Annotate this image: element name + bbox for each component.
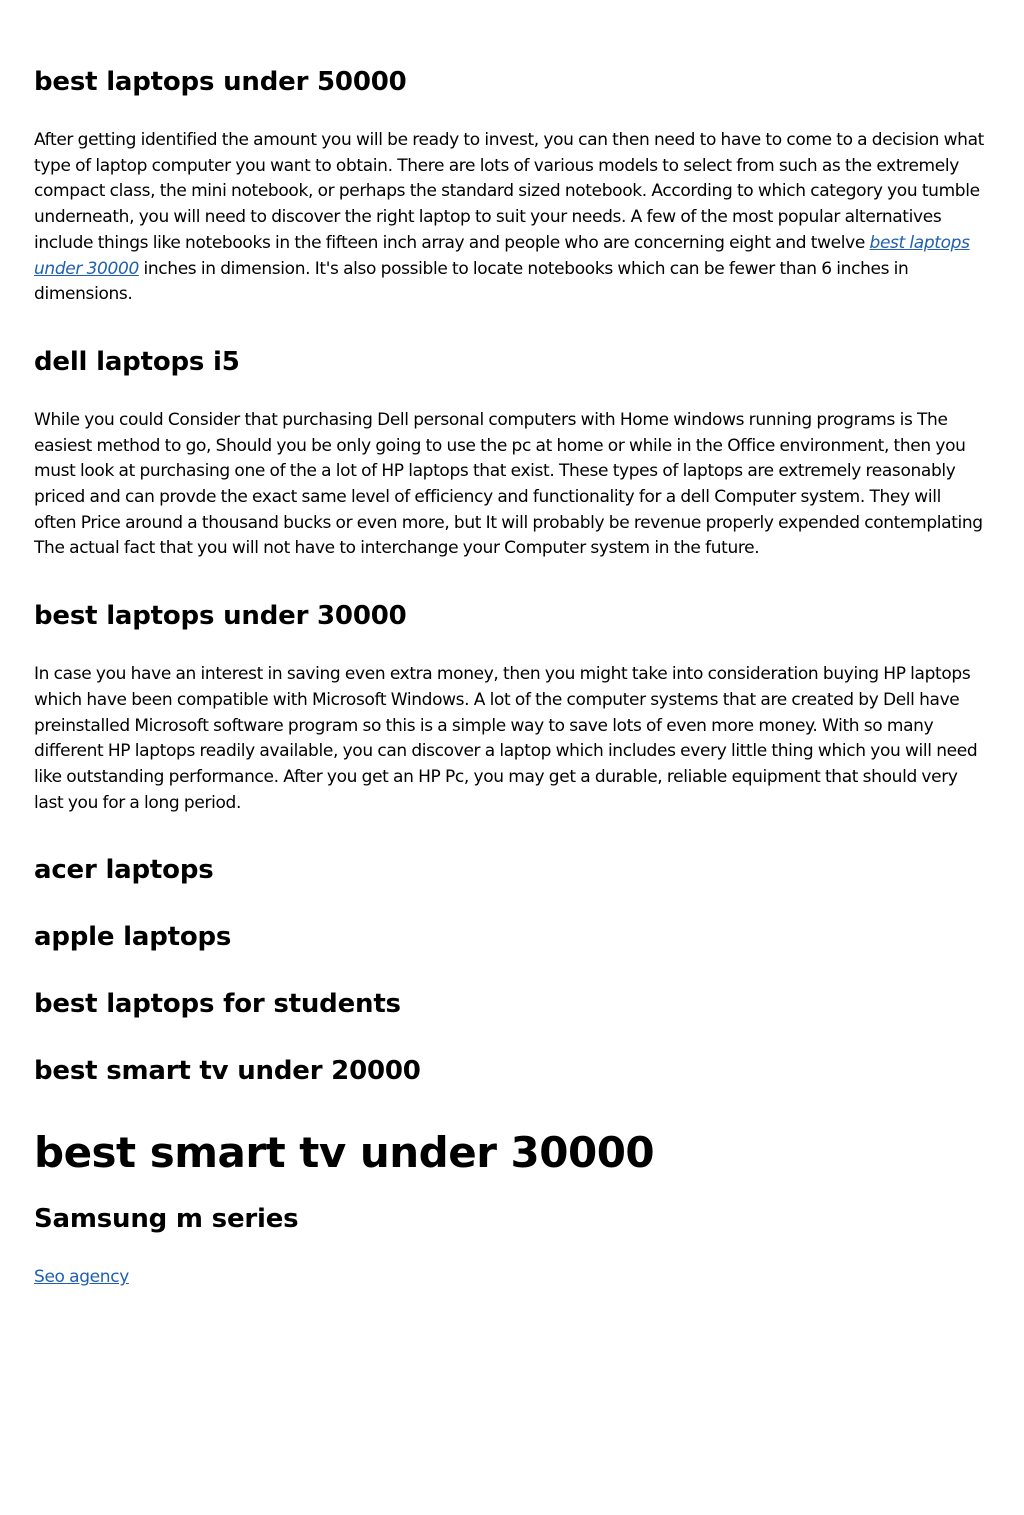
heading-best-smart-tv-under-30000: best smart tv under 30000	[34, 1128, 655, 1178]
best-laptops-under-30000-link[interactable]: best laptops under 30000	[34, 232, 970, 279]
paragraph-text-after-link: inches in dimension. It's also possible to locate notebooks which can be fewer than 6 inches in dimensions.	[34, 258, 909, 305]
heading-apple-laptops: apple laptops	[34, 922, 232, 953]
heading-samsung-m-series: Samsung m series	[34, 1204, 299, 1235]
seo-agency-link[interactable]: Seo agency	[34, 1267, 129, 1288]
heading-best-laptops-under-50000: best laptops under 50000	[34, 67, 407, 97]
document-page	[0, 66, 1024, 1291]
heading-best-laptops-under-30000: best laptops under 30000	[34, 601, 407, 632]
paragraph-laptop-types	[34, 128, 984, 308]
heading-dell-laptops-i5: dell laptops i5	[34, 346, 240, 377]
paragraph-dell-laptops: While you could Consider that purchasing Dell personal computers with Home windows running programs is The easiest method to go, Should you be only going to use the pc at home or while in the Office environment, then you must look at purchasing one of the a lot of HP laptops that exist. These types of laptops are extremely reasonably priced and can provde the exact same level of efficiency and functionality for a dell Computer system. They will often Price around a thousand bucks or even more, but It will probably be revenue properly expended contemplating The actual fact that you will not have to interchange your Computer system in the future.	[34, 409, 983, 559]
heading-acer-laptops: acer laptops	[34, 855, 214, 886]
heading-best-smart-tv-under-20000: best smart tv under 20000	[34, 1056, 421, 1087]
footer-link-paragraph	[34, 1265, 984, 1291]
heading-best-laptops-for-students: best laptops for students	[34, 989, 401, 1020]
paragraph-text-before-link: After getting identified the amount you will be ready to invest, you can then need to have to come to a decision what type of laptop computer you want to obtain. There are lots of various models to select from such as the extremely compact class, the mini notebook, or perhaps the standard sized notebook. According to which category you tumble underneath, you will need to discover the right laptop to suit your needs. A few of the most popular alternatives include things like notebooks in the fifteen inch array and people who are concerning eight and twelve	[34, 130, 984, 253]
paragraph-hp-laptops: In case you have an interest in saving even extra money, then you might take into consideration buying HP laptops which have been compatible with Microsoft Windows. A lot of the computer systems that are created by Dell have preinstalled Microsoft software program so this is a simple way to save lots of even more money. With so many different HP laptops readily available, you can discover a laptop which includes every little thing which you will need like outstanding performance. After you get an HP Pc, you may get a durable, reliable equipment that should very last you for a long period.	[34, 664, 978, 813]
